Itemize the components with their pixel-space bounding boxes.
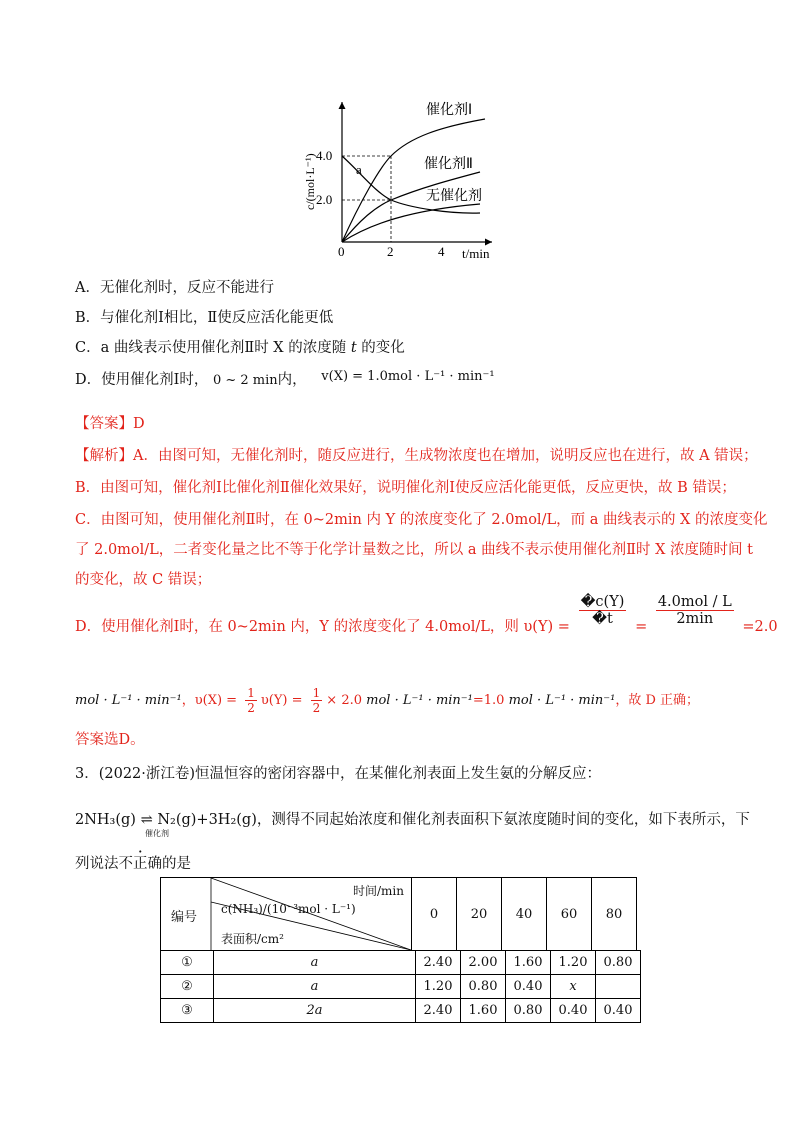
analysis-line-a [75,444,758,465]
frac2-den: 2min [676,611,714,627]
half-frac-1 [245,686,257,715]
half-frac-2 [311,686,323,715]
analysis-line-c3: 的变化，故 C 错误； [75,572,212,588]
option-d-range: 0 ~ 2 min [212,373,278,388]
row-no: ① [161,951,214,975]
analysis-text-a: A．由图可知，无催化剂时，随反应进行，生成物浓度也在增加，说明反应也在进行，故 A 错误； [133,448,758,464]
q3-line2 [75,808,750,838]
d2-rest1: ，υ(X) = [181,693,238,708]
d2-unit-2: mol · L⁻¹ · min⁻¹ [366,693,473,708]
analysis-line-c1: C．由图可知，使用催化剂Ⅱ时，在 0~2min 内 Y 的浓度变化了 2.0mol/L，而 a 曲线表示的 X 的浓度变化 [75,512,768,528]
option-a: A．无催化剂时，反应不能进行 [75,280,274,296]
final-answer: 答案选D。 [75,732,145,748]
table-head-time: 时间/min [353,884,404,898]
row-val: 0.40 [506,975,551,999]
frac1-num: �c(Y) [580,594,625,610]
analysis-line-d2 [75,686,699,715]
curve-catalyst-2 [342,172,480,242]
table-row [161,951,641,975]
table-row [161,975,641,999]
y-tick-2: 2.0 [316,192,333,207]
q3-eq-text: 2NH₃(g) ⇌ N₂(g)+3H₂(g) [75,812,257,828]
analysis-line-b: B．由图可知，催化剂Ⅰ比催化剂Ⅱ催化效果好，说明催化剂Ⅰ使反应活化能更低，反应更快，故 B 错误； [75,480,736,496]
row-val: 2.40 [416,951,461,975]
curve-label-a: a [356,162,362,177]
frac1-den: �t [592,611,613,627]
fraction-dc-dt [579,594,627,627]
analysis-head: 【解析】 [75,448,133,464]
row-val: 0.40 [551,999,596,1023]
diagonal-header-cell [161,878,412,951]
curve-label-none: 无催化剂 [426,188,482,204]
d2-rest2: υ(Y) = [260,693,303,708]
table-head-conc: c(NH₃)/(10⁻³mol · L⁻¹) [221,902,356,916]
option-d [75,368,495,389]
curve-label-cat2: 催化剂Ⅱ [424,156,473,172]
row-val: 0.80 [506,999,551,1023]
q3-line3-pre: 列说法 [75,856,119,872]
time-col-80: 80 [592,878,637,951]
half-den-1: 2 [247,701,255,715]
row-val: 1.20 [551,951,596,975]
table-head-area: 表面积/cm² [221,932,284,946]
row-val: 2.00 [461,951,506,975]
x-tick-4: 4 [438,244,445,259]
curve-catalyst-1 [342,119,485,242]
q3-eq-catalyst: 催化剂 [145,829,169,838]
row-val: 0.80 [461,975,506,999]
analysis-line-d [75,594,778,635]
analysis-line-c2: 了 2.0mol/L，二者变化量之比不等于化学计量数之比，所以 a 曲线不表示使用催化剂Ⅱ时 X 浓度随时间 t [75,542,753,558]
option-d-formula: v(X) = 1.0mol · L⁻¹ · min⁻¹ [321,369,495,384]
q3-line3-post: 的是 [162,856,191,872]
d2-rest4: =1.0 [472,693,505,708]
d2-rest3: × 2.0 [326,693,362,708]
d2-rest5: ，故 D 正确； [615,693,700,708]
fraction-value [656,594,734,627]
row-val [596,975,641,999]
half-den-2: 2 [312,701,321,715]
half-num-1: 1 [247,686,255,700]
q3-line1: 3．(2022·浙江卷)恒温恒容的密闭容器中，在某催化剂表面上发生氨的分解反应： [75,766,602,782]
row-val: 1.60 [506,951,551,975]
half-num-2: 1 [312,686,321,700]
ammonia-table [160,877,637,951]
row-val: x [551,975,596,999]
table-row [161,999,641,1023]
option-c [75,336,405,357]
option-c-t: t [350,340,357,356]
time-col-20: 20 [457,878,502,951]
option-b: B．与催化剂Ⅰ相比，Ⅱ使反应活化能更低 [75,310,334,326]
row-no: ③ [161,999,214,1023]
time-col-40: 40 [502,878,547,951]
row-area: a [214,951,416,975]
option-d-pre: D．使用催化剂Ⅰ时， [75,372,209,388]
row-area: a [214,975,416,999]
time-col-60: 60 [547,878,592,951]
option-c-pre: C．a 曲线表示使用催化剂Ⅱ时 X 的浓度随 [75,340,351,356]
row-val: 1.20 [416,975,461,999]
row-val: 0.40 [596,999,641,1023]
row-val: 0.80 [596,951,641,975]
answer-label: 【答案】D [75,416,145,432]
row-area: 2a [214,999,416,1023]
q3-line3-emph: 不正确 [118,856,162,872]
x-tick-2: 2 [387,244,394,259]
analysis-d-tail: =2.0 [742,618,778,635]
x-axis-label: t/min [462,246,490,261]
d2-unit-3: mol · L⁻¹ · min⁻¹ [508,693,616,708]
row-no: ② [161,975,214,999]
row-val: 1.60 [461,999,506,1023]
row-val: 2.40 [416,999,461,1023]
analysis-d-text: D．使用催化剂Ⅰ时，在 0~2min 内，Y 的浓度变化了 4.0mol/L，则 υ(Y) = [75,618,570,635]
curve-label-cat1: 催化剂Ⅰ [426,102,473,118]
table-head-no: 编号 [171,910,198,925]
q3-line3 [75,852,191,873]
y-tick-4: 4.0 [316,148,333,163]
frac2-num: 4.0mol / L [657,594,732,610]
option-c-post: 的变化 [356,340,405,356]
frac-eq: = [635,618,648,635]
x-tick-0: 0 [338,244,345,259]
q3-eq-rest: ，测得不同起始浓度和催化剂表面积下氨浓度随时间的变化，如下表所示，下 [256,812,750,828]
table-header-row [161,878,637,951]
option-d-mid: 内， [277,372,307,388]
ammonia-table-body [160,950,641,1023]
q3-equation [75,812,257,838]
d2-unit-1: mol · L⁻¹ · min⁻¹ [75,693,182,708]
concentration-graph [300,92,510,262]
curve-no-catalyst [342,204,480,242]
time-col-0: 0 [412,878,457,951]
y-axis-label: c/(mol·L⁻¹) [303,153,317,210]
